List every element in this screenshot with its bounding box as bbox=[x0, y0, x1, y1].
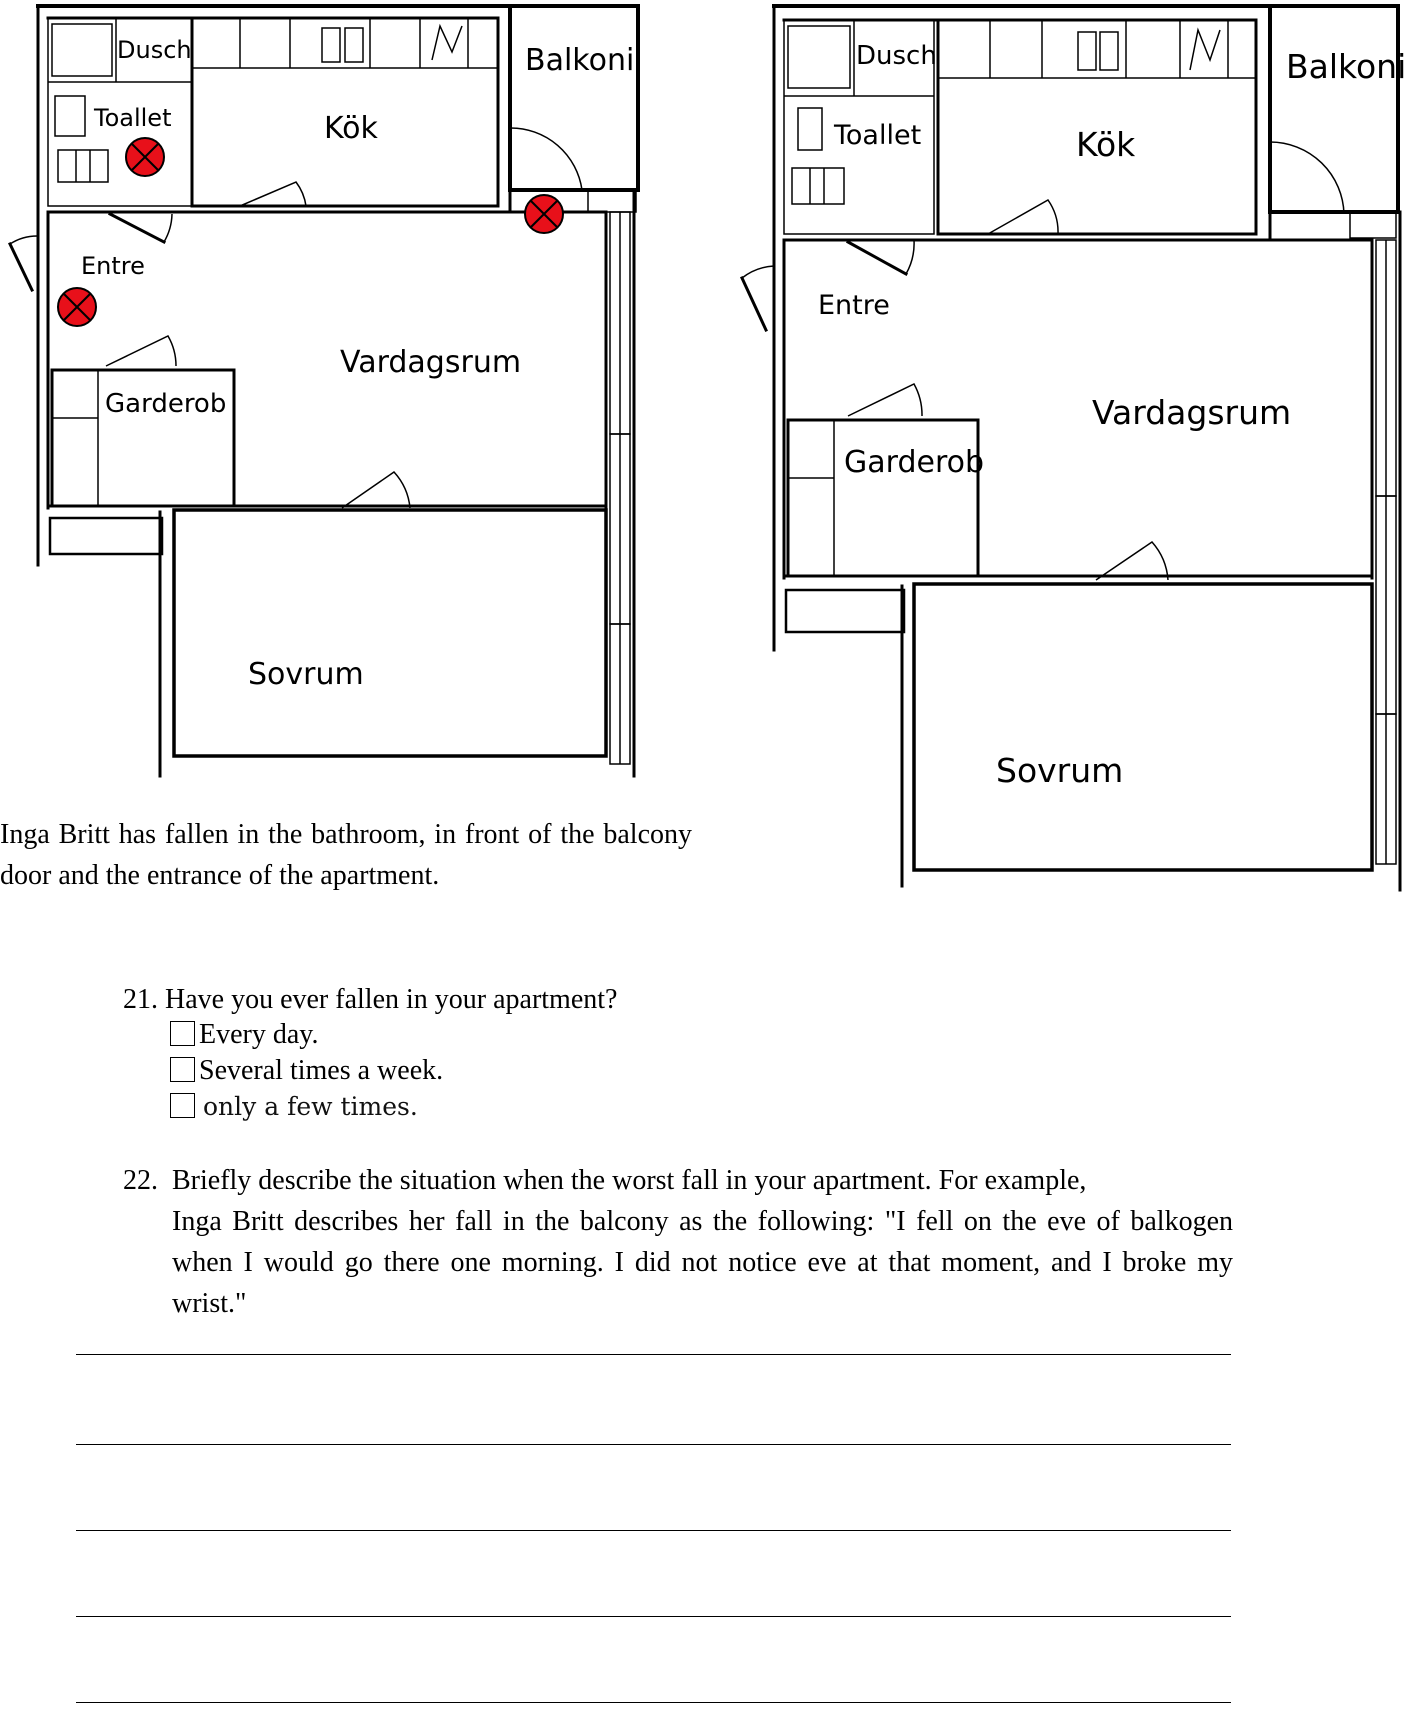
room-label-sovrum: Sovrum bbox=[248, 657, 364, 692]
floor-plan-left bbox=[0, 0, 660, 790]
room-label-garderob: Garderob bbox=[105, 389, 227, 419]
room-label-balkoni: Balkoni bbox=[1286, 47, 1407, 86]
answer-line-5[interactable] bbox=[76, 1702, 1231, 1703]
option-several-times-a-week[interactable] bbox=[170, 1055, 443, 1087]
checkbox-several-times[interactable] bbox=[170, 1057, 195, 1082]
room-label-balkoni: Balkoni bbox=[525, 43, 635, 78]
room-label-vardagsrum: Vardagsrum bbox=[340, 345, 522, 380]
question-21-text: Have you ever fallen in your apartment? bbox=[165, 984, 618, 1015]
answer-line-2[interactable] bbox=[76, 1444, 1231, 1445]
room-label-dusch: Dusch bbox=[117, 36, 192, 64]
room-label-toallet: Toallet bbox=[94, 104, 172, 132]
option-only-a-few-times[interactable] bbox=[170, 1091, 418, 1123]
question-22-first-line-text: Briefly describe the situation when the worst fall in your apartment. For example, bbox=[172, 1165, 1087, 1196]
option-every-day-label: Every day. bbox=[199, 1019, 319, 1050]
question-22 bbox=[123, 1160, 1233, 1324]
fall-marker-bathroom bbox=[126, 138, 164, 176]
answer-line-1[interactable] bbox=[76, 1354, 1231, 1355]
question-21 bbox=[123, 982, 617, 1018]
figure-caption: Inga Britt has fallen in the bathroom, in front of the balcony door and the entrance of the apartment. bbox=[0, 819, 692, 891]
fall-marker-balcony-door bbox=[525, 195, 563, 233]
checkbox-every-day[interactable] bbox=[170, 1021, 195, 1046]
checkbox-only-a-few-times[interactable] bbox=[170, 1093, 195, 1118]
option-only-a-few-times-label: only a few times. bbox=[203, 1092, 418, 1121]
answer-line-4[interactable] bbox=[76, 1616, 1231, 1617]
room-label-garderob: Garderob bbox=[844, 445, 985, 480]
room-label-entre: Entre bbox=[818, 290, 890, 321]
room-label-kok: Kök bbox=[1076, 125, 1136, 164]
fall-marker-entrance bbox=[58, 288, 96, 326]
room-label-dusch: Dusch bbox=[856, 41, 937, 71]
room-label-kok: Kök bbox=[324, 111, 378, 146]
option-several-times-label: Several times a week. bbox=[199, 1055, 444, 1086]
room-label-sovrum: Sovrum bbox=[996, 751, 1124, 790]
question-22-number: 22. bbox=[123, 1165, 158, 1196]
room-label-toallet: Toallet bbox=[834, 120, 922, 151]
question-21-number: 21. bbox=[123, 984, 158, 1015]
room-label-vardagsrum: Vardagsrum bbox=[1092, 393, 1292, 432]
floor-plan-right bbox=[736, 0, 1415, 900]
question-22-first-line bbox=[123, 1160, 1233, 1201]
answer-line-3[interactable] bbox=[76, 1530, 1231, 1531]
room-label-entre: Entre bbox=[81, 252, 145, 280]
question-22-body: Inga Britt describes her fall in the balcony as the following: "I fell on the eve of balkogen when I would go there one morning. I did not notice eve at that moment, and I broke my wrist." bbox=[172, 1206, 1233, 1319]
option-every-day[interactable] bbox=[170, 1019, 318, 1051]
